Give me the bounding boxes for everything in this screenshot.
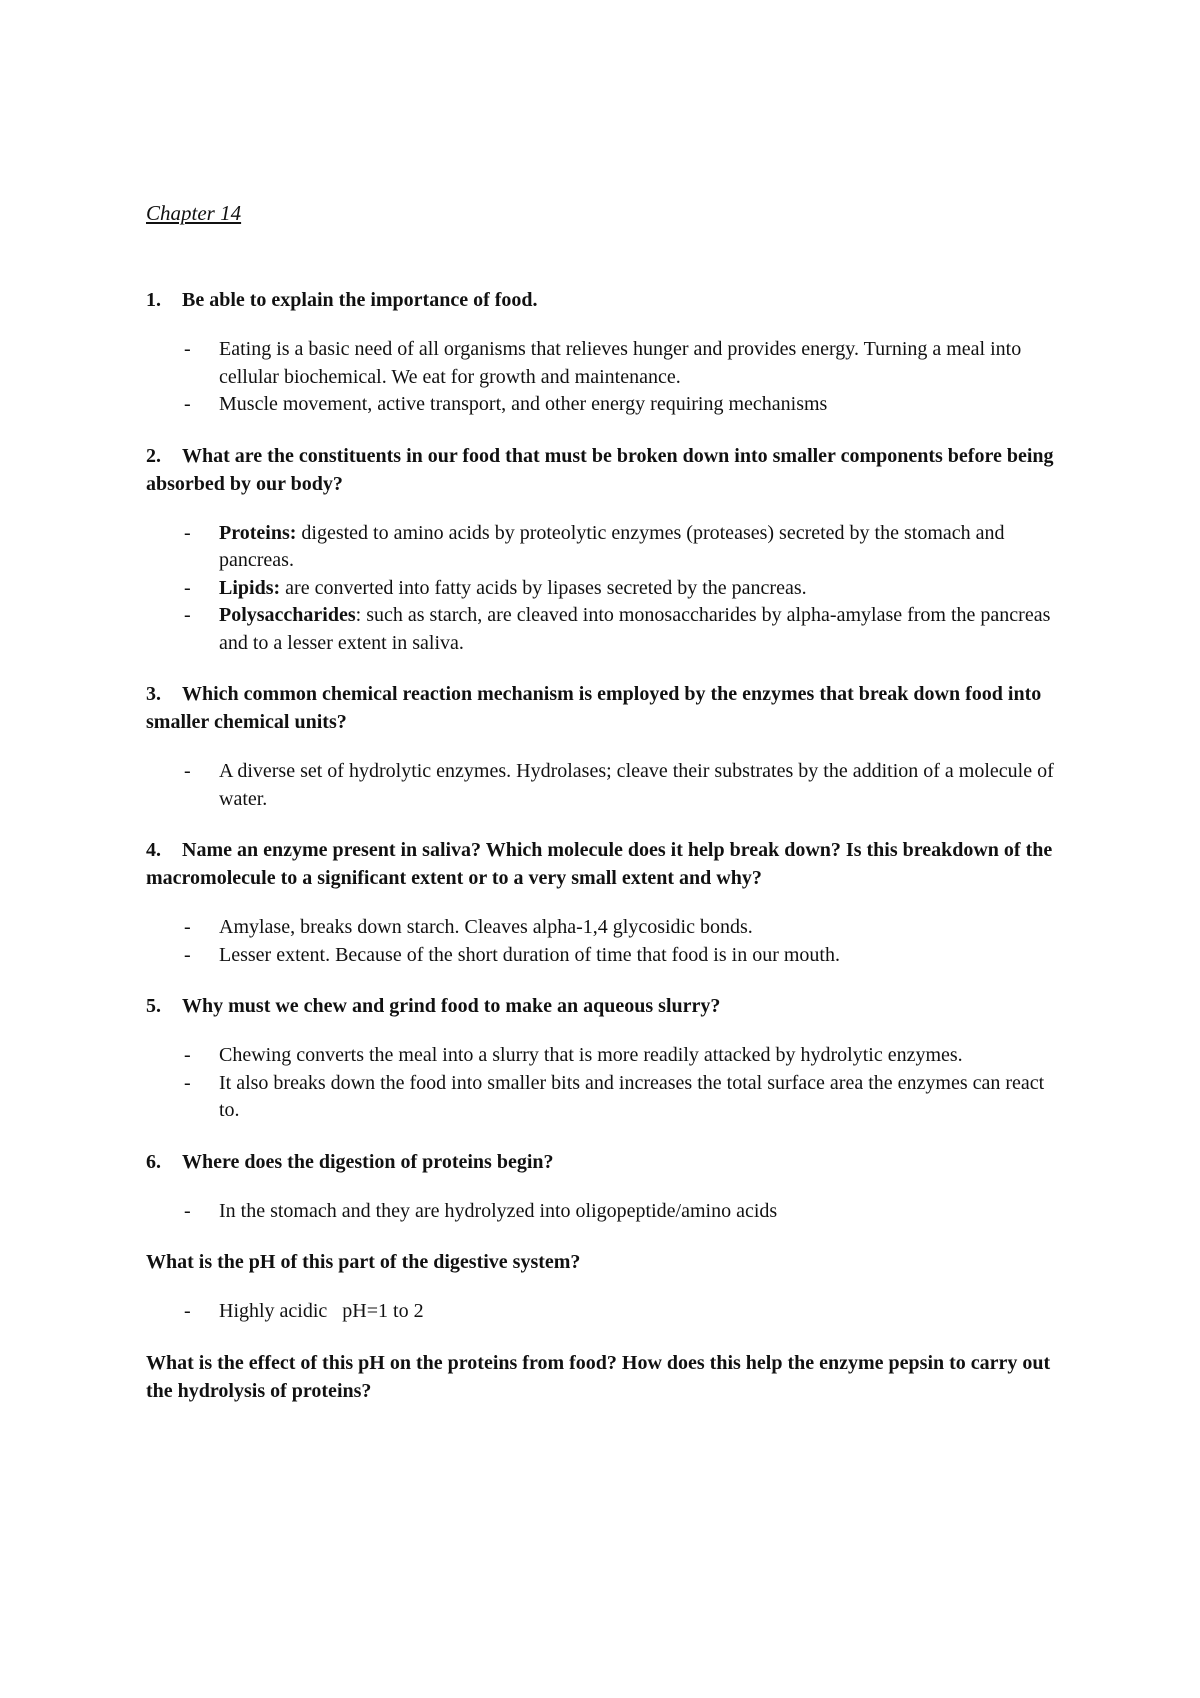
answer-term: Lipids: bbox=[219, 576, 281, 599]
answer-list bbox=[146, 758, 1066, 813]
answer-item bbox=[146, 1198, 1066, 1226]
bullet-dash: - bbox=[184, 393, 191, 415]
question-6 bbox=[146, 1148, 1066, 1176]
answer-item bbox=[146, 942, 1066, 970]
question-text: What is the effect of this pH on the proteins from food? How does this help the enzyme pepsin to carry out the hydrolysis of proteins? bbox=[146, 1351, 1051, 1402]
question-1 bbox=[146, 286, 1066, 314]
question-number: 6. bbox=[146, 1150, 161, 1173]
answer-item bbox=[146, 602, 1066, 657]
bullet-dash: - bbox=[184, 1300, 191, 1322]
answer-text: Highly acidic pH=1 to 2 bbox=[219, 1300, 424, 1322]
answer-item bbox=[146, 914, 1066, 942]
answer-text: Chewing converts the meal into a slurry that is more readily attacked by hydrolytic enzymes. bbox=[219, 1044, 963, 1066]
answer-list bbox=[146, 914, 1066, 969]
answer-text: are converted into fatty acids by lipases secreted by the pancreas. bbox=[280, 576, 807, 599]
answer-item bbox=[146, 1042, 1066, 1070]
answer-item bbox=[146, 1070, 1066, 1125]
question-text: What is the pH of this part of the digestive system? bbox=[146, 1251, 581, 1273]
question-3 bbox=[146, 680, 1066, 736]
bullet-dash: - bbox=[184, 604, 191, 626]
answer-term: Polysaccharides bbox=[219, 604, 356, 626]
question-number: 2. bbox=[146, 444, 161, 467]
document-page bbox=[146, 200, 1066, 1405]
bullet-dash: - bbox=[184, 1044, 191, 1066]
answer-item bbox=[146, 391, 1066, 419]
bullet-dash: - bbox=[184, 760, 191, 782]
answer-term: Proteins: bbox=[219, 521, 297, 544]
question-number: 5. bbox=[146, 995, 161, 1017]
bullet-dash: - bbox=[184, 1071, 191, 1094]
answer-text: Muscle movement, active transport, and other energy requiring mechanisms bbox=[219, 393, 828, 415]
answer-item bbox=[146, 1298, 1066, 1326]
question-text: What are the constituents in our food that must be broken down into smaller components before being absorbed by our body? bbox=[146, 444, 1054, 495]
answer-list bbox=[146, 1042, 1066, 1125]
answer-text: Lesser extent. Because of the short duration of time that food is in our mouth. bbox=[219, 943, 840, 966]
answer-text: In the stomach and they are hydrolyzed into oligopeptide/amino acids bbox=[219, 1199, 778, 1222]
answer-text: Amylase, breaks down starch. Cleaves alpha-1,4 glycosidic bonds. bbox=[219, 916, 753, 938]
answer-list bbox=[146, 1198, 1066, 1226]
question-text: Why must we chew and grind food to make an aqueous slurry? bbox=[182, 995, 721, 1017]
question-text: Where does the digestion of proteins begin? bbox=[182, 1150, 554, 1173]
bullet-dash: - bbox=[184, 576, 191, 599]
answer-text: It also breaks down the food into smaller bits and increases the total surface area the enzymes can react to. bbox=[219, 1071, 1045, 1121]
question-6-effect bbox=[146, 1349, 1066, 1405]
question-4 bbox=[146, 836, 1066, 892]
answer-list bbox=[146, 520, 1066, 658]
answer-text: Eating is a basic need of all organisms that relieves hunger and provides energy. Turning a meal into cellular biochemical. We eat for growth and maintenance. bbox=[219, 338, 1022, 388]
answer-text: digested to amino acids by proteolytic enzymes (proteases) secreted by the stomach and pancreas. bbox=[219, 521, 1005, 571]
answer-item bbox=[146, 575, 1066, 603]
bullet-dash: - bbox=[184, 338, 191, 360]
question-number: 1. bbox=[146, 289, 161, 311]
answer-item bbox=[146, 336, 1066, 391]
bullet-dash: - bbox=[184, 916, 191, 938]
question-6-ph bbox=[146, 1248, 1066, 1276]
answer-list bbox=[146, 336, 1066, 419]
answer-list bbox=[146, 1298, 1066, 1326]
question-number: 4. bbox=[146, 839, 161, 861]
answer-item bbox=[146, 520, 1066, 575]
bullet-dash: - bbox=[184, 1199, 191, 1222]
question-number: 3. bbox=[146, 683, 161, 705]
answer-text: : such as starch, are cleaved into monosaccharides by alpha-amylase from the pancreas and to a lesser extent in saliva. bbox=[219, 604, 1051, 654]
question-5 bbox=[146, 992, 1066, 1020]
question-text: Name an enzyme present in saliva? Which molecule does it help break down? Is this breakdown of the macromolecule to a significant extent or to a very small extent and why? bbox=[146, 839, 1053, 889]
question-text: Which common chemical reaction mechanism is employed by the enzymes that break down food into smaller chemical units? bbox=[146, 683, 1042, 733]
answer-item bbox=[146, 758, 1066, 813]
bullet-dash: - bbox=[184, 521, 191, 544]
question-2 bbox=[146, 442, 1066, 498]
answer-text: A diverse set of hydrolytic enzymes. Hydrolases; cleave their substrates by the addition of a molecule of water. bbox=[219, 760, 1054, 810]
bullet-dash: - bbox=[184, 943, 191, 966]
chapter-title: Chapter 14 bbox=[146, 201, 242, 225]
question-text: Be able to explain the importance of food. bbox=[182, 289, 538, 311]
